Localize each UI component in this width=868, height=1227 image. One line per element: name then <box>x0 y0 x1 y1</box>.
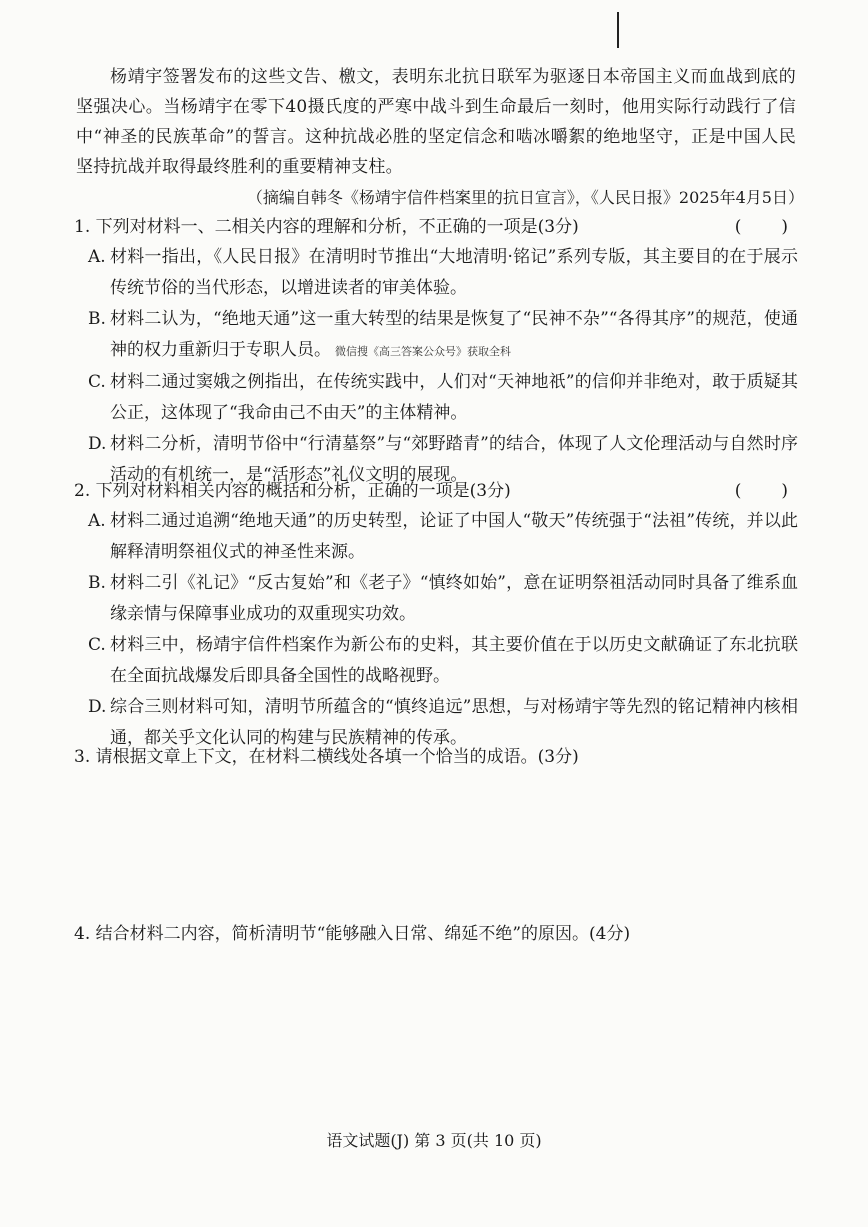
scan-mark <box>617 12 619 48</box>
option-a: A. 材料二通过追溯“绝地天通”的历史转型，论证了中国人“敬天”传统强于“法祖”传统，并以此解释清明祭祖仪式的神圣性来源。 <box>88 511 798 562</box>
answer-blank: ( ) <box>734 217 790 237</box>
question-1-stem: 1. 下列对材料一、二相关内容的理解和分析，不正确的一项是(3分) <box>74 217 579 237</box>
passage-body <box>76 62 796 182</box>
question-3-stem: 3. 请根据文章上下文，在材料二横线处各填一个恰当的成语。(3分) <box>74 747 579 767</box>
watermark-text: 微信搜《高三答案公众号》获取全科 <box>335 345 511 358</box>
option-d: D. 材料二分析，清明节俗中“行清墓祭”与“郊野踏青”的结合，体现了人文伦理活动与自然时序活动的有机统一，是“活形态”礼仪文明的展现。 <box>88 434 798 485</box>
question-1 <box>74 212 798 491</box>
option-b: B. 材料二认为，“绝地天通”这一重大转型的结果是恢复了“民神不杂”“各得其序”的规范，使通神的权力重新归于专职人员。 微信搜《高三答案公众号》获取全科 <box>88 309 798 360</box>
question-2-stem: 2. 下列对材料相关内容的概括和分析，正确的一项是(3分) <box>74 481 511 501</box>
page-footer: 语文试题(J) 第 3 页(共 10 页) <box>326 1131 542 1150</box>
option-c: C. 材料二通过窦娥之例指出，在传统实践中，人们对“天神地祇”的信仰并非绝对，敢于质疑其公正，这体现了“我命由己不由天”的主体精神。 <box>88 372 798 423</box>
answer-blank: ( ) <box>734 481 790 501</box>
option-b: B. 材料二引《礼记》“反古复始”和《老子》“慎终如始”，意在证明祭祖活动同时具备了维系血缘亲情与保障事业成功的双重现实功效。 <box>88 573 798 624</box>
option-a: A. 材料一指出，《人民日报》在清明时节推出“大地清明·铭记”系列专版，其主要目的在于展示传统节俗的当代形态，以增进读者的审美体验。 <box>88 247 798 298</box>
question-4-stem: 4. 结合材料二内容，简析清明节“能够融入日常、绵延不绝”的原因。(4分) <box>74 924 631 944</box>
question-2 <box>74 476 798 754</box>
option-c: C. 材料三中，杨靖宇信件档案作为新公布的史料，其主要价值在于以历史文献确证了东北抗联在全面抗战爆发后即具备全国性的战略视野。 <box>88 635 798 686</box>
option-d: D. 综合三则材料可知，清明节所蕴含的“慎终追远”思想，与对杨靖宇等先烈的铭记精神内核相通，都关乎文化认同的构建与民族精神的传承。 <box>88 697 798 748</box>
question-4 <box>74 919 798 949</box>
passage-paragraph: 杨靖宇签署发布的这些文告、檄文，表明东北抗日联军为驱逐日本帝国主义而血战到底的坚强决心。当杨靖宇在零下40摄氏度的严寒中战斗到生命最后一刻时，他用实际行动践行了信中“神圣的民族革命”的誓言。这种抗战必胜的坚定信念和啮冰嚼絮的绝地坚守，正是中国人民坚持抗战并取得最终胜利的重要精神支柱。 <box>76 67 796 177</box>
passage-source: （摘编自韩冬《杨靖宇信件档案里的抗日宣言》，《人民日报》2025年4月5日） <box>246 188 804 207</box>
question-3 <box>74 742 798 772</box>
